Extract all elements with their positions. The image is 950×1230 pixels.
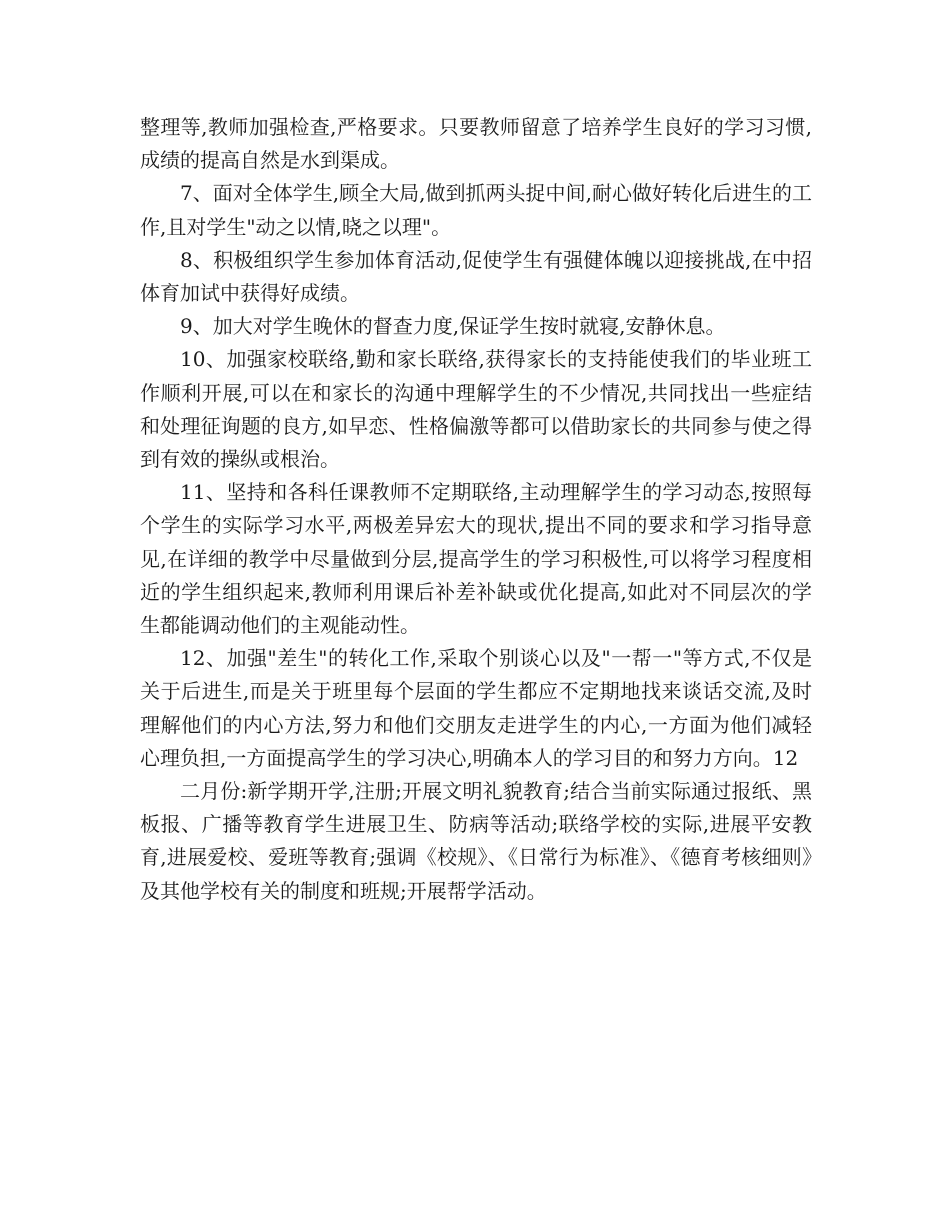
paragraph-february: 二月份:新学期开学,注册;开展文明礼貌教育;结合当前实际通过报纸、黑板报、广播等教育学生进展卫生、防病等活动;联络学校的实际,进展平安教育,进展爱校、爱班等教育;强调《校规》、《日常行为标准》、《德育考核细则》及其他学校有关的制度和班规;开展帮学活动。 xyxy=(140,779,812,903)
paragraph-continuation: 整理等,教师加强检查,严格要求。只要教师留意了培养学生良好的学习习惯,成绩的提高自然是水到渠成。 xyxy=(140,115,812,173)
paragraph-item-9: 9、加大对学生晚休的督查力度,保证学生按时就寝,安静休息。 xyxy=(180,314,726,339)
paragraph-item-12: 12、加强"差生"的转化工作,采取个别谈心以及"一帮一"等方式,不仅是关于后进生,而是关于班里每个层面的学生都应不定期地找来谈话交流,及时理解他们的内心方法,努力和他们交朋友走进学生的内心,一方面为他们减轻心理负担,一方面提高学生的学习决心,明确本人的学习目的和努力方向。12 xyxy=(140,646,812,770)
paragraph-item-7: 7、面对全体学生,顾全大局,做到抓两头捉中间,耐心做好转化后进生的工作,且对学生"动之以情,晓之以理"。 xyxy=(140,181,812,239)
paragraph-item-8: 8、积极组织学生参加体育活动,促使学生有强健体魄以迎接挑战,在中招体育加试中获得好成绩。 xyxy=(140,247,812,306)
document-body xyxy=(140,111,812,908)
paragraph-item-10: 10、加强家校联络,勤和家长联络,获得家长的支持能使我们的毕业班工作顺利开展,可以在和家长的沟通中理解学生的不少情况,共同找出一些症结和处理征询题的良方,如早恋、性格偏激等都可以借助家长的共同参与使之得到有效的操纵或根治。 xyxy=(140,347,812,472)
paragraph-item-11: 11、坚持和各科任课教师不定期联络,主动理解学生的学习动态,按照每个学生的实际学习水平,两极差异宏大的现状,提出不同的要求和学习指导意见,在详细的教学中尽量做到分层,提高学生的学习积极性,可以将学习程度相近的学生组织起来,教师利用课后补差补缺或优化提高,如此对不同层次的学生都能调动他们的主观能动性。 xyxy=(140,480,812,638)
